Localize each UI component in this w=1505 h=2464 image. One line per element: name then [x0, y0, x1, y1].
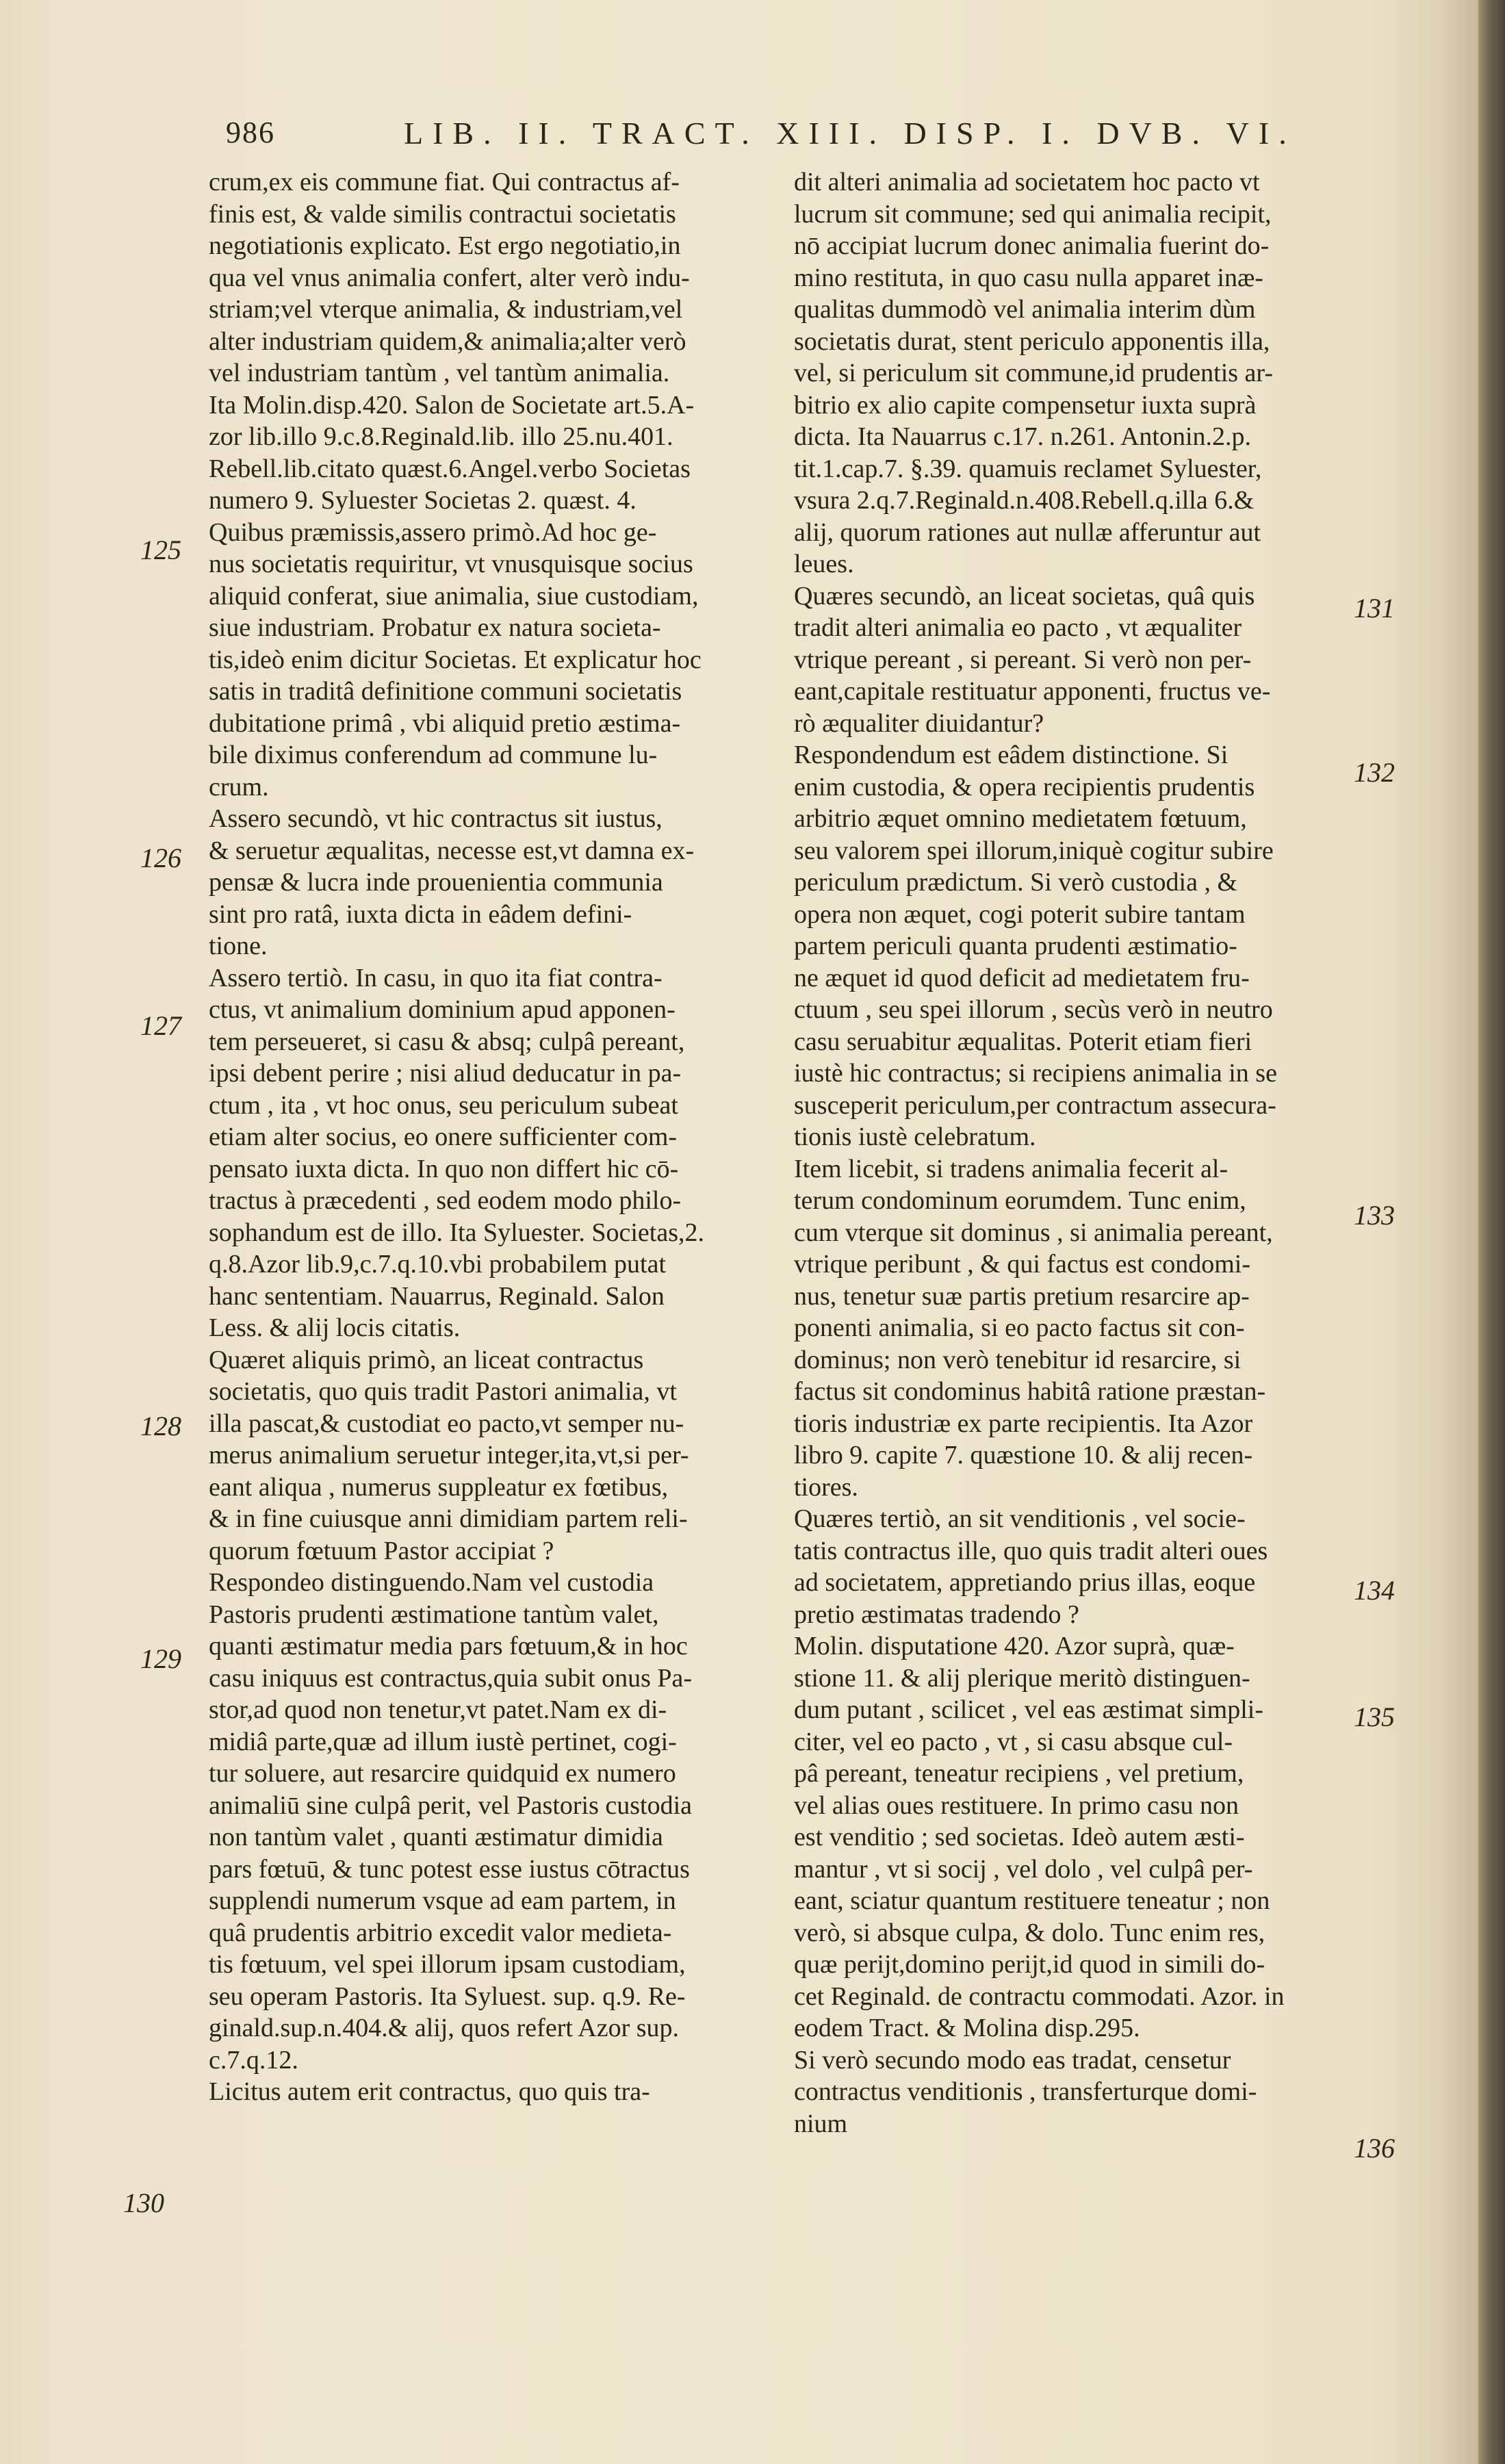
- text-line: illa pascat,& custodiat eo pacto,vt semper nu-: [209, 1409, 684, 1438]
- text-line: tractus à præcedenti , sed eodem modo philo-: [209, 1186, 682, 1215]
- text-line: nus societatis requiritur, vt vnusquisque socius: [209, 550, 693, 578]
- page-number: 986: [226, 116, 275, 149]
- text-line: quæ perijt,domino perijt,id quod in simili do-: [794, 1950, 1265, 1979]
- left-text-column: [209, 166, 767, 2108]
- text-line: quâ prudentis arbitrio excedit valor medieta-: [209, 1918, 672, 1947]
- text-line: cum vterque sit dominus , si animalia pereant,: [794, 1218, 1273, 1247]
- text-line: midiâ parte,quæ ad illum iustè pertinet, cogi-: [209, 1727, 677, 1756]
- text-line: nium: [794, 2109, 848, 2138]
- text-line: societatis, quo quis tradit Pastori animalia, vt: [209, 1377, 677, 1406]
- text-line: ipsi debent perire ; nisi aliud deducatur in pa-: [209, 1059, 682, 1088]
- text-line: Quæret aliquis primò, an liceat contractus: [209, 1345, 644, 1374]
- text-line: lucrum sit commune; sed qui animalia recipit,: [794, 199, 1272, 229]
- text-line: sint pro ratâ, iuxta dicta in eâdem defini-: [209, 899, 632, 929]
- text-line: tiores.: [794, 1472, 858, 1502]
- margin-number: 132: [1354, 757, 1395, 788]
- text-line: ctus, vt animalium dominium apud apponen-: [209, 995, 676, 1024]
- text-line: dit alteri animalia ad societatem hoc pacto vt: [794, 168, 1260, 196]
- margin-number: 136: [1354, 2133, 1395, 2164]
- binding-shadow: [1437, 0, 1478, 2464]
- text-line: stione 11. & alij plerique meritò distinguen-: [794, 1663, 1250, 1693]
- text-line: dominus; non verò tenebitur id resarcire, si: [794, 1345, 1242, 1374]
- text-line: Ita Molin.disp.420. Salon de Societate art.5.A-: [209, 390, 695, 420]
- text-line: arbitrio æquet omnino medietatem fœtuum,: [794, 804, 1247, 833]
- text-line: casu iniquus est contractus,quia subit onus Pa-: [209, 1663, 693, 1693]
- text-line: tem perseueret, si casu & absq; culpâ pereant,: [209, 1027, 685, 1056]
- text-line: eodem Tract. & Molina disp.295.: [794, 2014, 1140, 2042]
- text-line: Si verò secundo modo eas tradat, censetur: [794, 2045, 1231, 2075]
- text-line: ctuum , seu spei illorum , secùs verò in neutro: [794, 995, 1273, 1024]
- text-line: sophandum est de illo. Ita Syluester. Societas,2.: [209, 1218, 705, 1247]
- margin-number: 135: [1354, 1702, 1395, 1732]
- text-line: etiam alter socius, eo onere sufficienter com-: [209, 1122, 678, 1151]
- text-line: dubitatione primâ , vbi aliquid pretio æstima-: [209, 708, 681, 738]
- text-line: vtrique peribunt , & qui factus est condomi-: [794, 1250, 1250, 1279]
- text-line: & in fine cuiusque anni dimidiam partem reli-: [209, 1504, 688, 1533]
- margin-number: 133: [1354, 1200, 1395, 1231]
- margin-number: 129: [140, 1643, 181, 1674]
- text-line: vtrique pereant , si pereant. Si verò non per-: [794, 645, 1252, 674]
- text-line: non tantùm valet , quanti æstimatur dimidia: [209, 1823, 663, 1851]
- text-line: Assero tertiò. In casu, in quo ita fiat contra-: [209, 963, 663, 992]
- text-line: Quæres secundò, an liceat societas, quâ quis: [794, 581, 1255, 611]
- text-line: striam;vel vterque animalia, & industriam,vel: [209, 295, 683, 324]
- text-line: ponenti animalia, si eo pacto factus sit con-: [794, 1313, 1245, 1342]
- text-line: factus sit condominus habitâ ratione præstan-: [794, 1377, 1266, 1406]
- text-line: hanc sententiam. Nauarrus, Reginald. Salon: [209, 1281, 665, 1311]
- text-line: est venditio ; sed societas. Ideò autem æsti-: [794, 1823, 1245, 1851]
- text-line: leues.: [794, 550, 854, 578]
- text-line: pensato iuxta dicta. In quo non differt hic cō-: [209, 1154, 679, 1183]
- text-line: qua vel vnus animalia confert, alter verò indu-: [209, 263, 690, 292]
- text-line: tit.1.cap.7. §.39. quamuis reclamet Syluester,: [794, 454, 1262, 483]
- text-line: terum condominum eorumdem. Tunc enim,: [794, 1186, 1246, 1215]
- text-line: partem periculi quanta prudenti æstimatio-: [794, 932, 1237, 960]
- text-line: zor lib.illo 9.c.8.Reginald.lib. illo 25.nu.401.: [209, 422, 673, 451]
- text-line: Pastoris prudenti æstimatione tantùm valet,: [209, 1600, 659, 1629]
- text-line: eant, sciatur quantum restituere teneatur ; non: [794, 1886, 1270, 1915]
- text-line: societatis durat, stent periculo apponentis illa,: [794, 326, 1270, 356]
- text-line: ad societatem, appretiando prius illas, eoque: [794, 1568, 1256, 1597]
- text-line: supplendi numerum vsque ad eam partem, in: [209, 1886, 676, 1915]
- text-line: tradit alteri animalia eo pacto , vt æqualiter: [794, 613, 1242, 642]
- page-header: [226, 115, 1348, 156]
- text-line: eant,capitale restituatur apponenti, fructus ve-: [794, 677, 1271, 706]
- margin-number: 134: [1354, 1575, 1395, 1606]
- text-line: ne æquet id quod deficit ad medietatem fru-: [794, 963, 1250, 992]
- text-line: c.7.q.12.: [209, 2045, 298, 2075]
- margin-number: 130: [123, 2187, 164, 2218]
- text-line: ginald.sup.n.404.& alij, quos refert Azor sup.: [209, 2014, 680, 2042]
- text-line: alij, quorum rationes aut nullæ afferuntur aut: [794, 517, 1261, 547]
- text-line: pâ pereant, teneatur recipiens , vel pretium,: [794, 1759, 1244, 1788]
- margin-number: 131: [1354, 593, 1395, 624]
- text-line: pensæ & lucra inde prouenientia communia: [209, 868, 663, 897]
- text-line: crum,ex eis commune fiat. Qui contractus af-: [209, 168, 680, 196]
- text-line: Quibus præmissis,assero primò.Ad hoc ge-: [209, 517, 657, 547]
- text-line: vel industriam tantùm , vel tantùm animalia.: [209, 359, 670, 387]
- text-line: citer, vel eo pacto , vt , si casu absque cul-: [794, 1727, 1233, 1756]
- right-text-column: [794, 166, 1341, 2140]
- text-line: tioris industriæ ex parte recipientis. Ita Azor: [794, 1409, 1253, 1438]
- text-line: nus, tenetur suæ partis pretium resarcire ap-: [794, 1281, 1250, 1311]
- text-line: Item licebit, si tradens animalia fecerit al-: [794, 1154, 1229, 1183]
- text-line: tur soluere, aut resarcire quidquid ex numero: [209, 1759, 676, 1788]
- text-line: mino restituta, in quo casu nulla apparet inæ-: [794, 263, 1263, 292]
- margin-number: 126: [140, 843, 181, 873]
- text-line: rò æqualiter diuidantur?: [794, 708, 1044, 738]
- text-line: qualitas dummodò vel animalia interim dùm: [794, 295, 1256, 324]
- text-line: bitrio ex alio capite compensetur iuxta suprà: [794, 390, 1257, 420]
- text-line: finis est, & valde similis contractui societatis: [209, 199, 676, 229]
- text-line: siue industriam. Probatur ex natura societa-: [209, 613, 661, 642]
- text-line: tionis iustè celebratum.: [794, 1122, 1036, 1151]
- page-edge: [1478, 0, 1505, 2464]
- running-title: LIB. II. TRACT. XIII. DISP. I. DVB. VI.: [404, 116, 1296, 151]
- text-line: aliquid conferat, siue animalia, siue custodiam,: [209, 581, 699, 611]
- text-line: quorum fœtuum Pastor accipiat ?: [209, 1536, 554, 1565]
- text-line: ctum , ita , vt hoc onus, seu periculum subeat: [209, 1090, 678, 1120]
- text-line: Licitus autem erit contractus, quo quis tra-: [209, 2077, 650, 2106]
- text-line: Rebell.lib.citato quæst.6.Angel.verbo Societas: [209, 454, 691, 483]
- text-line: opera non æquet, cogi poterit subire tantam: [794, 899, 1246, 929]
- text-line: contractus venditionis , transferturque domi-: [794, 2077, 1257, 2106]
- text-line: cet Reginald. de contractu commodati. Azor. in: [794, 1981, 1285, 2011]
- text-line: enim custodia, & opera recipientis prudentis: [794, 772, 1255, 801]
- text-line: tatis contractus ille, quo quis tradit alteri oues: [794, 1536, 1268, 1565]
- text-line: q.8.Azor lib.9,c.7.q.10.vbi probabilem putat: [209, 1250, 667, 1279]
- margin-number: 128: [140, 1411, 181, 1441]
- text-line: crum.: [209, 772, 269, 801]
- text-line: satis in traditâ definitione communi societatis: [209, 677, 682, 706]
- text-line: Less. & alij locis citatis.: [209, 1313, 461, 1342]
- text-line: numero 9. Syluester Societas 2. quæst. 4.: [209, 486, 636, 515]
- text-line: alter industriam quidem,& animalia;alter verò: [209, 326, 686, 356]
- text-line: Quæres tertiò, an sit venditionis , vel socie-: [794, 1504, 1246, 1533]
- text-line: tione.: [209, 932, 268, 960]
- text-line: susceperit periculum,per contractum assecura-: [794, 1090, 1276, 1120]
- text-line: negotiationis explicato. Est ergo negotiatio,in: [209, 231, 681, 260]
- text-line: libro 9. capite 7. quæstione 10. & alij recen-: [794, 1441, 1253, 1470]
- text-line: nō accipiat lucrum donec animalia fuerint do-: [794, 231, 1270, 260]
- text-line: casu seruabitur æqualitas. Poterit etiam fieri: [794, 1027, 1252, 1056]
- text-line: stor,ad quod non tenetur,vt patet.Nam ex di-: [209, 1695, 667, 1724]
- text-line: tis,ideò enim dicitur Societas. Et explicatur hoc: [209, 645, 702, 674]
- text-line: tis fœtuum, vel spei illorum ipsam custodiam,: [209, 1950, 686, 1979]
- text-line: vel, si periculum sit commune,id prudentis ar-: [794, 359, 1273, 387]
- text-line: quanti æstimatur media pars fœtuum,& in hoc: [209, 1632, 688, 1660]
- text-line: seu valorem spei illorum,iniquè cogitur subire: [794, 836, 1274, 865]
- text-line: Molin. disputatione 420. Azor suprà, quæ-: [794, 1632, 1235, 1660]
- text-line: periculum prædictum. Si verò custodia , &: [794, 868, 1238, 897]
- text-line: dum putant , scilicet , vel eas æstimat simpli-: [794, 1695, 1264, 1724]
- text-line: pretio æstimatas tradendo ?: [794, 1600, 1079, 1629]
- margin-number: 125: [140, 535, 181, 565]
- text-line: iustè hic contractus; si recipiens animalia in se: [794, 1059, 1277, 1088]
- text-line: Respondeo distinguendo.Nam vel custodia: [209, 1568, 654, 1597]
- text-line: vel alias oues restituere. In primo casu non: [794, 1791, 1239, 1820]
- text-line: seu operam Pastoris. Ita Syluest. sup. q.9. Re-: [209, 1981, 686, 2011]
- text-line: mantur , vt si socij , vel dolo , vel culpâ per-: [794, 1854, 1253, 1884]
- text-line: Assero secundò, vt hic contractus sit iustus,: [209, 804, 663, 833]
- text-line: pars fœtuū, & tunc potest esse iustus cōtractus: [209, 1854, 690, 1884]
- text-line: Respondendum est eâdem distinctione. Si: [794, 741, 1229, 769]
- text-line: animaliū sine culpâ perit, vel Pastoris custodia: [209, 1791, 693, 1820]
- text-line: dicta. Ita Nauarrus c.17. n.261. Antonin.2.p.: [794, 422, 1252, 451]
- text-line: merus animalium seruetur integer,ita,vt,si per-: [209, 1441, 689, 1470]
- text-line: vsura 2.q.7.Reginald.n.408.Rebell.q.illa 6.&: [794, 486, 1255, 515]
- text-line: & seruetur æqualitas, necesse est,vt damna ex-: [209, 836, 695, 865]
- text-line: verò, si absque culpa, & dolo. Tunc enim res,: [794, 1918, 1265, 1947]
- text-line: eant aliqua , numerus suppleatur ex fœtibus,: [209, 1472, 669, 1502]
- text-line: bile diximus conferendum ad commune lu-: [209, 741, 658, 769]
- margin-number: 127: [140, 1010, 181, 1041]
